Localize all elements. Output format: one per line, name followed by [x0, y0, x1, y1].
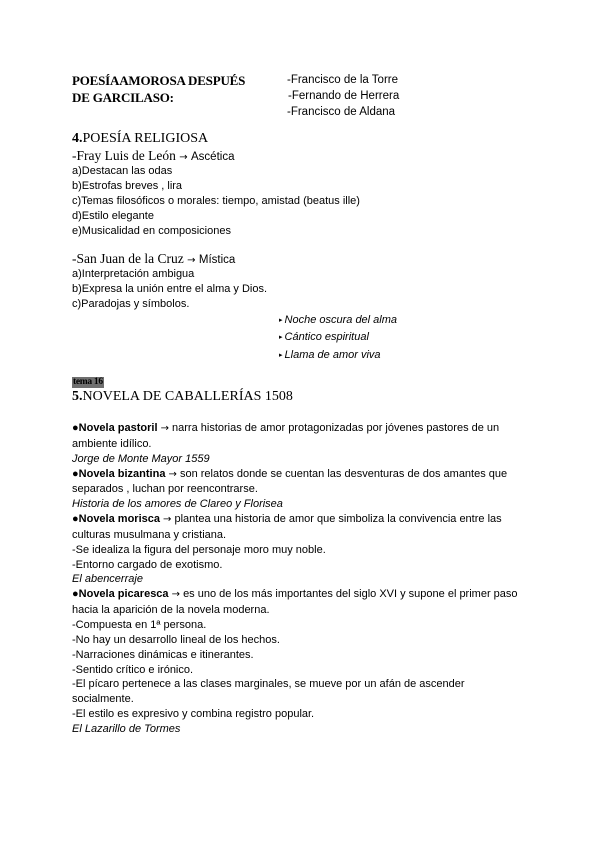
picaresca-work: El Lazarillo de Tormes [72, 722, 181, 735]
author-1: -Francisco de la Torre [287, 74, 398, 86]
fray-luis-heading [72, 148, 234, 164]
arrow-icon: → [163, 514, 172, 526]
pastoril-label: Novela pastoril [78, 422, 158, 434]
picaresca-point: -El estilo es expresivo y combina registro popular. [72, 708, 315, 721]
list-item: a)Interpretación ambigua [72, 268, 195, 280]
bizantina-text: son relatos donde se cuentan las desventuras de dos amantes que [179, 467, 508, 480]
picaresca-text-cont: hacia la aparición de la novela moderna. [72, 604, 270, 617]
bullet-icon: ● [72, 588, 79, 601]
fray-luis-list [72, 164, 360, 239]
section-5-heading [72, 389, 293, 405]
pastoril-line [72, 421, 532, 437]
san-juan-works [279, 312, 397, 364]
bullet-icon: ● [72, 513, 79, 526]
work-title: Llama de amor viva [284, 348, 381, 361]
work-item [279, 347, 397, 364]
section-4-number: 4. [72, 131, 83, 146]
pastoril-text: narra historias de amor protagonizadas por jóvenes pastores de un [172, 422, 500, 434]
author-3: -Francisco de Aldana [287, 106, 396, 118]
picaresca-point: socialmente. [72, 693, 134, 706]
header-title-line2: DE GARCILASO: [72, 90, 174, 105]
novel-types-block [72, 421, 532, 737]
bizantina-label: Novela bizantina [78, 467, 166, 480]
list-item: b)Estrofas breves , lira [72, 180, 183, 192]
pastoril-work: Jorge de Monte Mayor 1559 [72, 452, 210, 465]
picaresca-point: -El pícaro pertenece a las clases marginales, se mueve por un afán de ascender [72, 678, 465, 691]
picaresca-point: -No hay un desarrollo lineal de los hechos. [72, 633, 280, 646]
san-juan-tag: Mística [198, 254, 236, 266]
section-5-title: NOVELA DE CABALLERÍAS 1508 [82, 389, 293, 404]
triangle-bullet-icon: ▸ [279, 334, 283, 342]
picaresca-label: Novela picaresca [78, 588, 169, 601]
morisca-point: -Se idealiza la figura del personaje moro muy noble. [72, 543, 326, 556]
picaresca-point: -Compuesta en 1ª persona. [72, 618, 207, 631]
list-item: c)Temas filosóficos o morales: tiempo, amistad (beatus ille) [72, 195, 360, 207]
san-juan-heading [72, 251, 235, 267]
list-item: e)Musicalidad en composiciones [72, 225, 231, 237]
list-item: d)Estilo elegante [72, 210, 154, 222]
fray-luis-name: -Fray Luis de León [72, 148, 176, 163]
section-5-number: 5. [72, 389, 83, 404]
picaresca-line [72, 587, 532, 603]
bizantina-text-cont: separados , luchan por reencontrarse. [72, 483, 258, 496]
arrow-icon: → [187, 255, 196, 266]
picaresca-text: es uno de los más importantes del siglo XVI y supone el primer paso [183, 588, 518, 601]
tema-badge: tema 16 [73, 377, 103, 387]
fray-luis-tag: Ascética [191, 151, 235, 163]
list-item: c)Paradojas y símbolos. [72, 298, 190, 310]
morisca-text-cont: culturas musulmana y cristiana. [72, 528, 227, 541]
arrow-icon: → [171, 589, 180, 601]
list-item: a)Destacan las odas [72, 165, 173, 177]
section-4-title: POESÍA RELIGIOSA [82, 131, 209, 146]
work-item [279, 329, 397, 346]
picaresca-point: -Narraciones dinámicas e itinerantes. [72, 648, 254, 661]
header-title-line1: POESÍAAMOROSA DESPUÉS [72, 73, 246, 88]
arrow-icon: → [160, 423, 169, 434]
picaresca-point: -Sentido crítico e irónico. [72, 663, 194, 676]
morisca-text: plantea una historia de amor que simboliza la convivencia entre las [174, 513, 502, 526]
work-title: Noche oscura del alma [284, 314, 398, 326]
pastoril-text-cont: ambiente idílico. [72, 437, 152, 450]
morisca-point: -Entorno cargado de exotismo. [72, 558, 223, 571]
work-item [279, 312, 397, 329]
bizantina-work: Historia de los amores de Clareo y Florisea [72, 498, 283, 511]
san-juan-name: -San Juan de la Cruz [72, 251, 184, 266]
work-title: Cántico espiritual [284, 331, 369, 344]
author-2: -Fernando de Herrera [288, 90, 400, 102]
arrow-icon: → [168, 468, 177, 480]
triangle-bullet-icon: ▸ [279, 317, 283, 324]
san-juan-list [72, 267, 267, 312]
morisca-line [72, 512, 532, 528]
triangle-bullet-icon: ▸ [279, 351, 283, 359]
section-4-heading [72, 131, 208, 147]
morisca-work: El abencerraje [72, 573, 143, 586]
bizantina-line [72, 467, 532, 483]
arrow-icon: → [179, 152, 188, 163]
bullet-icon: ● [72, 422, 79, 434]
bullet-icon: ● [72, 467, 79, 480]
list-item: b)Expresa la unión entre el alma y Dios. [72, 283, 268, 295]
morisca-label: Novela morisca [78, 513, 160, 526]
